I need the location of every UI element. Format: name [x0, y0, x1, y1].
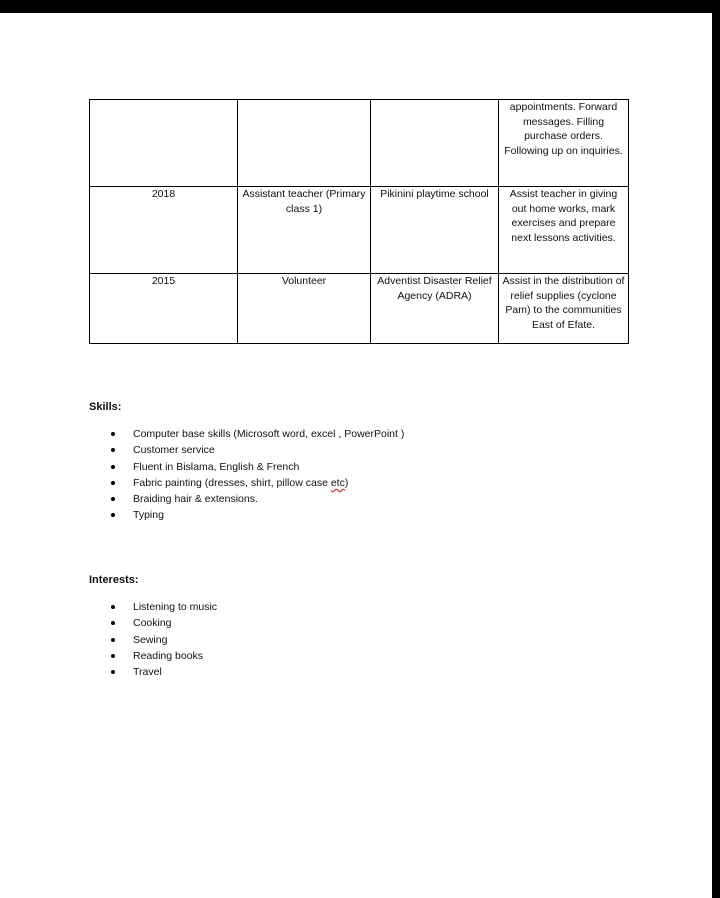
- list-item: Reading books: [108, 648, 217, 664]
- spellcheck-flagged-word[interactable]: etc: [330, 476, 345, 489]
- year-cell: [90, 100, 238, 187]
- list-item: Typing: [108, 507, 404, 523]
- duties-cell: Assist in the distribution of relief supplies (cyclone Pam) to the communities East of Efate.: [499, 274, 629, 344]
- list-item: Sewing: [108, 632, 217, 648]
- interests-list: [108, 599, 217, 680]
- position-cell: Assistant teacher (Primary class 1): [238, 187, 371, 274]
- organization-cell: [371, 100, 499, 187]
- organization-cell: Pikinini playtime school: [371, 187, 499, 274]
- position-cell: [238, 100, 371, 187]
- experience-table: [89, 99, 629, 344]
- fabric-text-end: ): [344, 476, 349, 489]
- list-item: [108, 475, 404, 491]
- table-row: [90, 274, 629, 344]
- list-item: Travel: [108, 664, 217, 680]
- duties-cell: Assist teacher in giving out home works, mark exercises and prepare next lessons activities.: [499, 187, 629, 274]
- list-item: Listening to music: [108, 599, 217, 615]
- organization-cell: Adventist Disaster Relief Agency (ADRA): [371, 274, 499, 344]
- list-item: Braiding hair & extensions.: [108, 491, 404, 507]
- table-row: [90, 100, 629, 187]
- list-item: Customer service: [108, 442, 404, 458]
- list-item: Computer base skills (Microsoft word, excel , PowerPoint ): [108, 426, 404, 442]
- skills-heading: Skills:: [89, 401, 122, 413]
- document-page: [0, 13, 712, 898]
- interests-heading: Interests:: [89, 574, 139, 586]
- duties-cell: appointments. Forward messages. Filling purchase orders. Following up on inquiries.: [499, 100, 629, 187]
- list-item: Fluent in Bislama, English & French: [108, 459, 404, 475]
- fabric-text: Fabric painting (dresses, shirt, pillow case: [133, 476, 331, 489]
- position-cell: Volunteer: [238, 274, 371, 344]
- skills-list: [108, 426, 404, 524]
- list-item: Cooking: [108, 615, 217, 631]
- year-cell: 2015: [90, 274, 238, 344]
- table-row: [90, 187, 629, 274]
- year-cell: 2018: [90, 187, 238, 274]
